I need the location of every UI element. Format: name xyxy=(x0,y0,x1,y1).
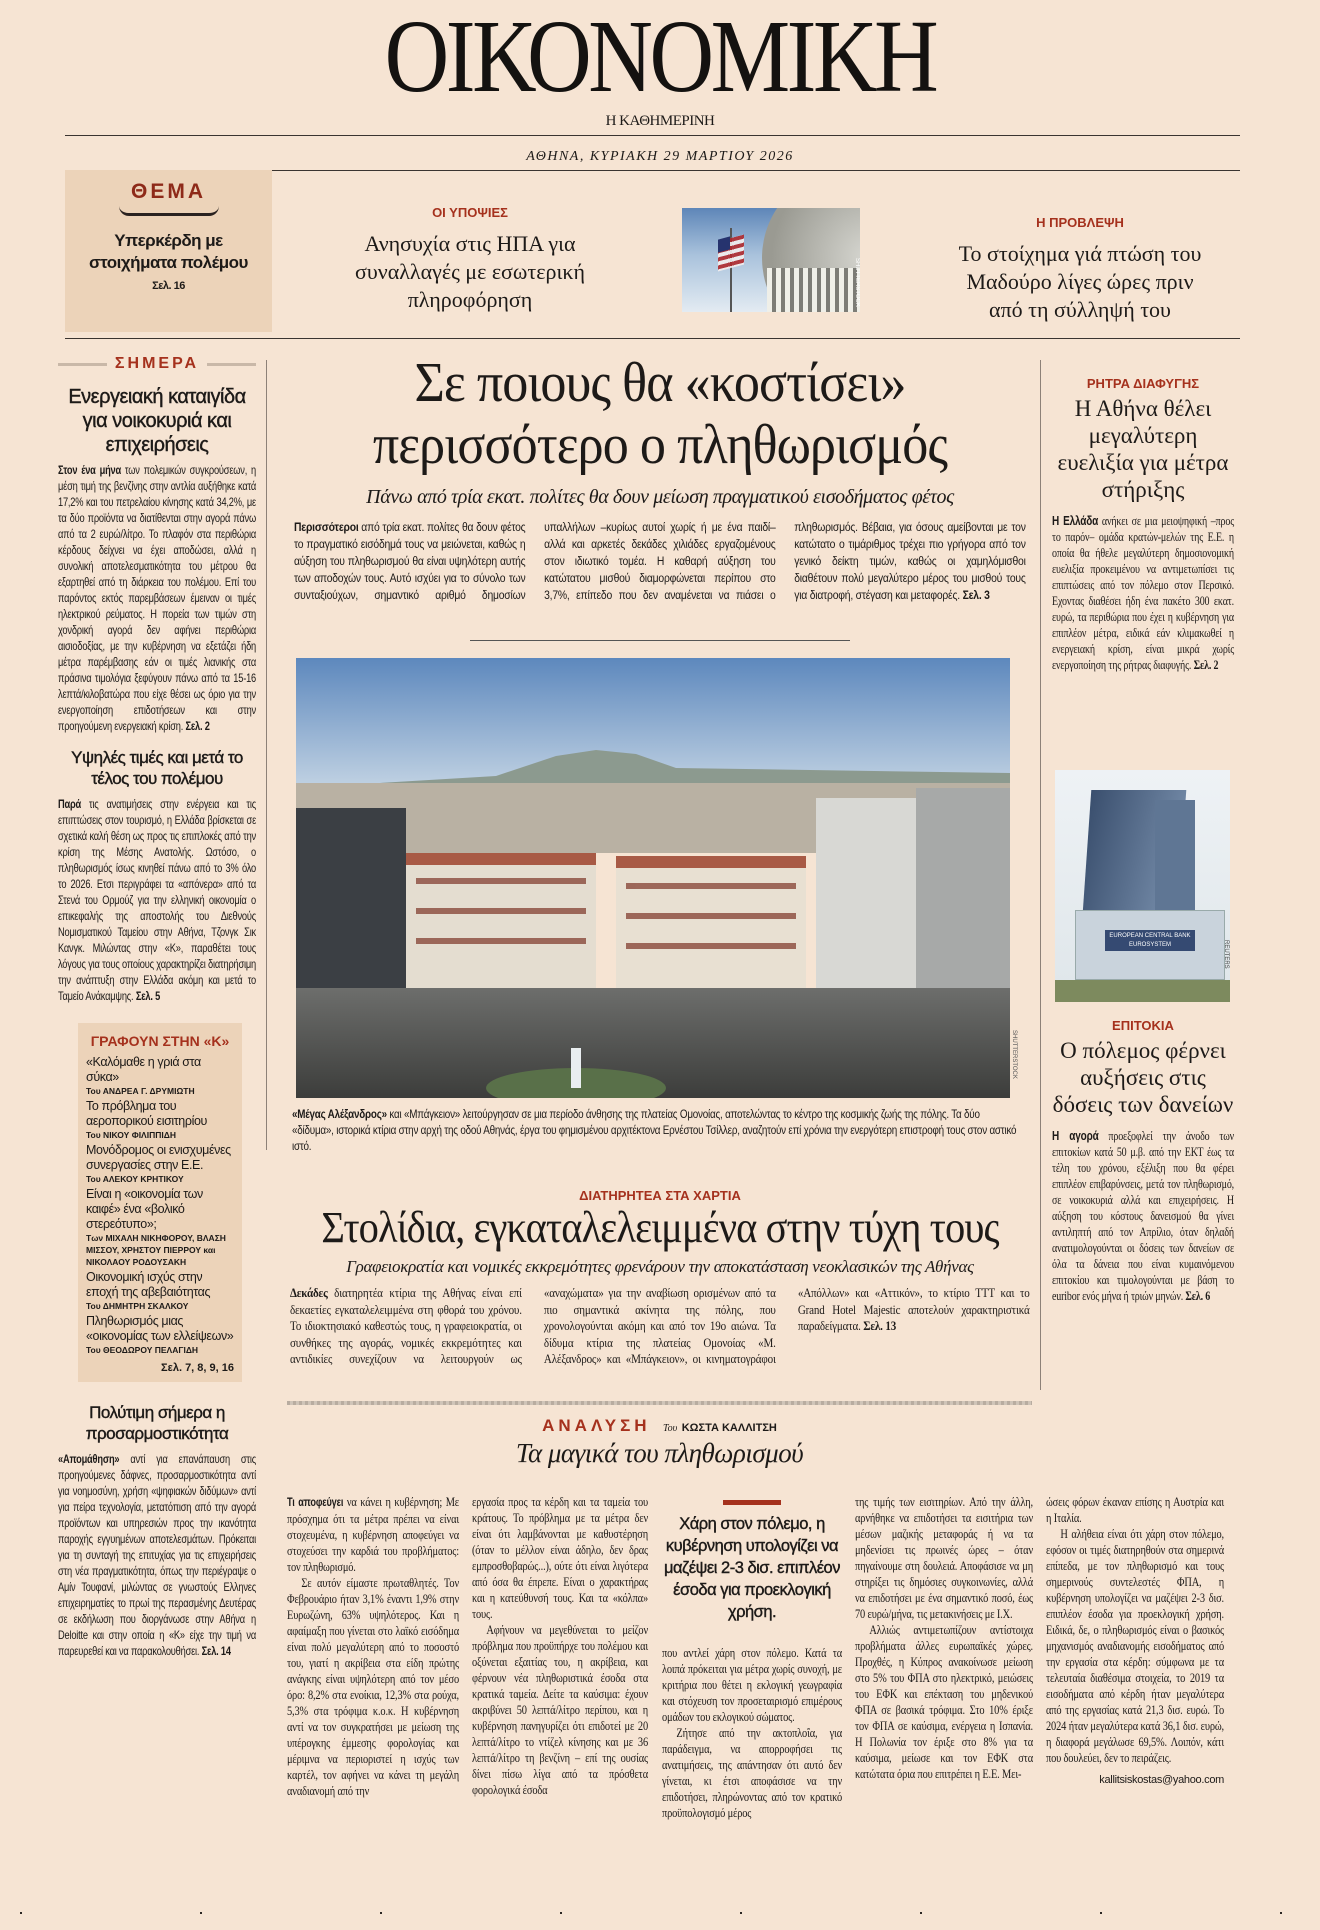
paragraph: Αφήνουν να μεγεθύνεται το μείζον πρόβλημα που προϋπήρχε του πολέμου και οξύνεται εξαιτίας του, η ακρίβεια, και φέρνουν νέα πληθωριστικά έσοδα στα κρατικά ταμεία. Δείτε τα καύσιμα: έχουν ακριβύνει 50 λεπτά/λίτρο περίπου, και η κυβέρνηση πανηγυρίζει ότι επιδοτεί με 20 λεπτά/λίτρο το ντίζελ κίνησης και με 36 λεπτά/λίτρο τη βενζίνη – επί της ουσίας δίνει πίσω λίγα από τα πρόσθετα φορολογικά έσοδα xyxy=(472,1622,648,1797)
photo-caption xyxy=(292,1107,1020,1155)
analysis-col-1 xyxy=(287,1494,459,1799)
analysis-divider xyxy=(287,1401,1032,1405)
article-adaptability[interactable] xyxy=(58,1402,256,1660)
writer-author: Του ΘΕΟΔΩΡΟΥ ΠΕΛΑΓΙΔΗ xyxy=(86,1345,199,1355)
page-ref: Σελ. 3 xyxy=(962,588,990,602)
author-email[interactable]: kallitsiskostas@yahoo.com xyxy=(1099,1774,1224,1786)
article-body xyxy=(58,1452,256,1660)
byline: ΚΩΣΤΑ ΚΑΛΛΙΤΣΗ xyxy=(681,1422,777,1434)
feature-deck: Γραφειοκρατία και νομικές εκκρεμότητες φρενάρουν την αποκατάσταση νεοκλασικών της Αθήνας xyxy=(346,1257,974,1276)
photo-credit: SHUTTERSTOCK xyxy=(1011,1030,1017,1079)
today-section-label: ΣΗΜΕΡΑ xyxy=(114,355,200,372)
feature-title: Στολίδια, εγκαταλελειμμένα στην τύχη τους xyxy=(321,1203,999,1252)
writers-box-ref: Σελ. 7, 8, 9, 16 xyxy=(161,1362,234,1374)
article-text: των πολεμικών συγκρούσεων, η μέση τιμή της βενζίνης στην αντλία αυξήθηκε κατά 17,2% και του πετρελαίου κίνησης κατά 34,2%, με τα δύο προϊόντα να διατίθενται στην αγορά πάνω από τα 2 ευρώ/λίτρο. Το πλαφόν στα περιθώρια κέρδους δείχνει να έχει αποδώσει, αλλά η συνολική αποτελεσματικότητα του μέτρου θα εξαρτηθεί από τη διάρκεια του πολέμου. Επί του παρόντος εκτός παρεμβάσεων έμειναν οι τιμές ηλεκτρικού ρεύματος. Η πορεία των τιμών στη χονδρική αγορά δεν αφήνει περιθώρια αισιοδοξίας, με την κυβέρνηση να εξετάζει ήδη μέτρα παρέμβασης εάν οι τιμές λιανικής στα πράσινα τιμολόγια ξεφύγουν πάνω από τα 15-16 λεπτά/κιλοβατώρα που είχε θέσει ως όριο για την ενεργοποίηση επιδοτήσεων και στην προηγούμενη ενεργειακή κρίση. xyxy=(58,464,256,733)
byline-prefix: Του xyxy=(663,1423,678,1434)
feature-kicker: ΔΙΑΤΗΡΗΤΕΑ ΣΤΑ ΧΑΡΤΙΑ xyxy=(579,1188,741,1203)
article-text: από τρία εκατ. πολίτες θα δουν φέτος το πραγματικό εισόδημά τους να μειώνεται, καθώς η αύξηση του πληθωρισμού θα είναι υψηλότερη αυτής των αποδοχών τους. Αυτό ισχύει για το σύνολο των συνταξιούχων, σημαντικό αριθμό δημοσίων υπαλλήλων –κυρίως αυτοί χωρίς ή με ένα παιδί– αλλά και αρκετές δεκάδες χιλιάδες εργαζομένους στον ιδιωτικό τομέα. Η καθαρή αύξηση του κατώτατου μισθού διαμορφώνεται περίπου στο 3,7%, επίπεδο που δεν αναμένεται να πιάσει ο πληθωρισμός. Βέβαια, για όσους αμείβονται με τον κατώτατο ο τιμάριθμος τρέχει πιο γρήγορα από τον γενικό δείκτη τιμών, καθώς οι χαμηλόμισθοι διαθέτουν πολύ μεγαλύτερο μέρος του μισθού τους για διατροφή, στέγαση και μεταφορές. xyxy=(294,520,1026,602)
feature-article[interactable] xyxy=(290,1188,1030,1368)
teaser-insider-trading[interactable] xyxy=(300,205,640,314)
article-energy-storm[interactable] xyxy=(58,385,256,735)
writer-headline[interactable]: Οικονομική ισχύς στην εποχή της αβεβαιότητας xyxy=(86,1270,211,1299)
article-interest-rates[interactable] xyxy=(1052,1018,1234,1304)
writer-headline[interactable]: Πληθωρισμός μιας «οικονομίας των ελλείψεων» xyxy=(86,1314,234,1343)
paragraph: Αλλιώς αντιμετωπίζουν αντίστοιχα προβλήματα άλλες ευρωπαϊκές χώρες. Προχθές, η Κύπρος ανακοίνωσε μείωση στο 5% του ΦΠΑ στο ηλεκτρικό, μειώσεις του ΕΦΚ και επέκταση του μηδενικού ΦΠΑ σε βασικά τρόφιμα. Στο 10% έριξε τον ΦΠΑ σε καύσιμα, ενέργεια η Ισπανία. Η Πολωνία τον έριξε στο 8% για τα καύσιμα, μείωσε και τον ΕΦΚ στα κατώτατα όρια που επιτρέπει η Ε.Ε. Μει- xyxy=(855,1622,1033,1781)
teaser-maduro-bet[interactable] xyxy=(920,215,1240,324)
analysis-kicker: ΑΝΑΛΥΣΗ xyxy=(542,1416,651,1435)
masthead-publisher: Η ΚΑΘΗΜΕΡΙΝΗ xyxy=(605,113,715,129)
teaser-kicker: ΟΙ ΥΠΟΨΙΕΣ xyxy=(432,205,508,220)
article-text: τις ανατιμήσεις στην ενέργεια και τις επιπτώσεις στον τουρισμό, η Ελλάδα βρίσκεται σε σχετικά καλή θέση ως προς τις επιπλοκές από την κρίση της Μέσης Ανατολής. Ωστόσο, ο πληθωρισμός ίσως κινηθεί πάνω από το 3% όλο το 2026. Ετσι περιγράφει τα «απόνερα» από τα Στενά του Ορμούζ για την ελληνική οικονομία ο επικεφαλής της αποστολής του Διεθνούς Νομισματικού Ταμείου στην Αθήνα, Τζονγκ Σικ Κανγκ. Μιλώντας στην «Κ», παραθέτει τους λόγους για τους οποίους χαρακτηρίζει διατηρήσιμη την ανάπτυξη στην Ελλάδα ακόμη και μετά το Ταμείο Ανάκαμψης. xyxy=(58,798,256,1003)
article-kicker: ΡΗΤΡΑ ΔΙΑΦΥΓΗΣ xyxy=(1086,376,1200,391)
ecb-sign-subtext: EUROSYSTEM xyxy=(1128,942,1171,948)
article-body xyxy=(58,463,256,735)
analysis-col-5 xyxy=(1046,1494,1224,1786)
omonia-square-photo xyxy=(296,658,1010,1098)
ecb-building-photo xyxy=(1055,770,1230,1002)
page-ref: Σελ. 13 xyxy=(863,1318,897,1333)
article-body xyxy=(1052,513,1234,673)
lead-story[interactable] xyxy=(290,352,1030,604)
ecb-sign-text: EUROPEAN CENTRAL BANK xyxy=(1109,933,1191,939)
article-kicker: ΕΠΙΤΟΚΙΑ xyxy=(1112,1018,1174,1033)
building-bageion xyxy=(616,863,806,993)
building-megas-alexandros xyxy=(406,858,596,988)
pull-quote-text: Χάρη στον πόλεμο, η κυβέρνηση υπολογίζει να μαζέψει 2-3 δισ. επιπλέον έσοδα για προεκλογική χρήση. xyxy=(663,1515,840,1621)
article-body xyxy=(58,797,256,1005)
left-dark-building xyxy=(296,808,406,1008)
article-title: Ο πόλεμος φέρνει αυξήσεις στις δόσεις των δανείων xyxy=(1052,1038,1234,1117)
article-lead: Η Ελλάδα xyxy=(1052,514,1099,528)
writer-author: Του ΝΙΚΟΥ ΦΙΛΙΠΠΙΔΗ xyxy=(86,1130,176,1140)
writer-headline[interactable]: Μονόδρομος οι ενισχυμένες συνεργασίες στην Ε.Ε. xyxy=(86,1143,231,1172)
article-text: προεξοφλεί την άνοδο των επιτοκίων κατά 50 μ.β. από την ΕΚΤ έως τα τέλη του χρόνου, εξέλιξη που θα φέρει επιπλέον επιβαρύνσεις, μετά τον πληθωρισμό, σε νοικοκυριά αλλά και επιχειρήσεις. Η αύξηση του κόστους δανεισμού θα γίνει αντιληπτή από τον Απρίλιο, όταν δηλαδή ανατιμολογούνται οι δόσεις των δανείων σε όλα τα δάνεια που είναι κυμαινόμενου επιτοκίου και τιμολογούνται με βάση το euribor ενός μήνα ή τριών μηνών. xyxy=(1052,1129,1234,1303)
analysis-title: Τα μαγικά του πληθωρισμού xyxy=(515,1438,804,1468)
page-ref: Σελ. 2 xyxy=(1193,658,1219,672)
theme-title: Υπερκέρδη με στοιχήματα πολέμου xyxy=(89,231,248,272)
theme-ref: Σελ. 16 xyxy=(152,280,185,292)
analysis-col-3 xyxy=(662,1645,842,1821)
article-body xyxy=(1052,1128,1234,1304)
caption-lead: «Μέγας Αλέξανδρος» xyxy=(292,1108,387,1121)
article-title: Η Αθήνα θέλει μεγαλύτερη ευελιξία για μέτρα στήριξης xyxy=(1057,396,1229,502)
article-title: Ενεργειακή καταιγίδα για νοικοκυριά και επιχειρήσεις xyxy=(68,386,246,456)
writer-headline[interactable]: Είναι η «οικονομία των καιφέ» ένα «βολικό στερεότυπο»; xyxy=(86,1187,203,1231)
paragraph: Η αλήθεια είναι ότι χάρη στον πόλεμο, εφόσον οι τιμές διατηρηθούν στα σημερινά επίπεδα, με τον πληθωρισμό και τους σημερινούς συντελεστές ΦΠΑ, η κυβέρνηση υπολογίζει να μαζέψει 2-3 δισ. επιπλέον έσοδα για προεκλογική χρήση. Ειδικά, δε, ο πληθωρισμός είναι ο βασικός μηχανισμός αναδιανομής εισοδήματος από την εργασία στα κέρδη: σύμφωνα με τα τελευταία διαθέσιμα στοιχεία, το 2019 τα εισοδήματα από κέρδη ήταν μεγαλύτερα από της εργασίας κατά 21,3 δισ. ευρώ. Το 2024 ήταν μεγαλύτερα κατά 36,1 δισ. ευρώ, η διαφορά μεγάλωσε 69,5%. Λοιπόν, κάτι που δουλεύει, δεν το πειράζεις. xyxy=(1046,1526,1224,1765)
article-text: αντί για επανάπαυση στις προηγούμενες δάφνες, προσαρμοστικότητα αντί για νοημοσύνη, χρήση «ψηφιακών διδύμων» αντί για πείρα τεχνολογία, μετατόπιση από την αγορά προϊόντων και υπηρεσιών προς την ικανότητα παροχής εγγυημένων αποτελεσμάτων. Πρόκειται για τη συνταγή της επιτυχίας για τις επιχειρήσεις στη νέα πραγματικότητα, όπως την περιέγραψε ο Αμίν Τουφανί, μιλώντας σε γνωστούς Ελληνες επιχειρηματίες το πρωί της περασμένης Δευτέρας σε εκδήλωση που διοργάνωσε στην Αθήνα η Deloitte και στην οποία η «Κ» είχε την τιμή να παρευρεθεί και να παρακολουθήσει. xyxy=(58,1453,257,1658)
lead-rule xyxy=(470,640,850,641)
masthead-rule-top xyxy=(65,135,1240,136)
left-column xyxy=(58,355,256,1660)
article-lead: Στον ένα μήνα xyxy=(58,464,122,477)
page-ref: Σελ. 6 xyxy=(1185,1289,1211,1303)
writers-box[interactable] xyxy=(78,1023,242,1382)
lead-deck: Πάνω από τρία εκατ. πολίτες θα δουν μείωση πραγματικού εισοδήματος φέτος xyxy=(366,486,954,508)
right-modern-building xyxy=(816,798,916,998)
page-ref: Σελ. 14 xyxy=(201,1645,231,1658)
lead-headline xyxy=(316,352,1004,476)
writer-headline[interactable]: Το πρόβλημα του αεροπορικού εισιτηρίου xyxy=(86,1099,207,1128)
writers-box-title: ΓΡΑΦΟΥΝ ΣΤΗΝ «Κ» xyxy=(90,1033,230,1049)
article-text: διατηρητέα κτίρια της Αθήνας είναι επί δεκαετίες εγκαταλελειμμένα στη φθορά του χρόνου. Το ιδιοκτησιακό καθεστώς τους, η γραφειοκρατία, οι συνθήκες της αγοράς, νομικές εκκρεμότητες και αντιδικίες συνεχίζουν να λειτουργούν ως «αναχώματα» για την αναβίωση ορισμένων από τα πιο σημαντικά ακίνητα της πόλης, που χρονολογούνται ακόμη και από τον 19ο αιώνα. Τα δίδυμα κτίρια της πλατείας Ομονοίας «Μ. Αλέξανδρος» και «Μπάγκειον», οι κινηματογράφοι «Απόλλων» και «Αττικόν», το κτίριο ΤΤΤ και το Grand Hotel Majestic αποτελούν χαρακτηριστικά παραδείγματα. xyxy=(290,1285,1030,1366)
article-lead: Η αγορά xyxy=(1052,1129,1099,1143)
article-lead: Παρά xyxy=(58,798,82,811)
article-lead: Δεκάδες xyxy=(290,1285,328,1300)
article-lead: «Απομάθηση» xyxy=(58,1453,120,1466)
caption-text: και «Μπάγκειον» λειτούργησαν σε μια περίοδο άνθησης της πλατείας Ομονοίας, αποτελώντας το κέντρο της κοσμικής ζωής της πόλης. Τα δύο «δίδυμα», ιστορικά κτίρια στην αρχή της οδού Αθηνάς, έργα του φημισμένου αρχιτέκτονα Ερνέστου Τσίλλερ, αναζητούν επί χρόνια την ενεργότερη επιστροφή τους στον αστικό ιστό. xyxy=(292,1108,1017,1153)
pull-quote xyxy=(662,1500,842,1623)
page-ref: Σελ. 2 xyxy=(185,720,210,733)
teaser-kicker: Η ΠΡΟΒΛΕΨΗ xyxy=(1036,215,1124,230)
analysis-col-2 xyxy=(472,1494,648,1798)
paragraph: που αντλεί χάρη στον πόλεμο. Κατά τα λοιπά πρόκειται για μέτρα χωρίς συνοχή, με κριτήρια που θέτει η εκλογική γεωγραφία και στόχευση τον προσεταιρισμό επιμέρους ομάδων του εκλογικού σώματος. xyxy=(662,1645,842,1724)
article-text: ανήκει σε μια μειοψηφική –προς το παρόν– ομάδα κρατών-μελών της Ε.Ε. η οποία θα ήθελε μεγαλύτερη δημοσιονομική ευελιξία προκειμένου να αντιμετωπίσει τις επιπτώσεις από τον πόλεμο στον Περσικό. Εχοντας διαθέσει ήδη ένα πακέτο 300 εκατ. ευρώ, τα περιθώρια που έχει η κυβέρνηση για επιπλέον μέτρα, ειδικά εάν κλιμακωθεί η ενεργειακή κρίση, είναι μικρά χωρίς ενεργοποίηση της ρήτρας διαφυγής. xyxy=(1052,514,1234,672)
right-column-divider xyxy=(1040,360,1041,1390)
analysis-col-4 xyxy=(855,1494,1033,1782)
pull-quote-bar xyxy=(723,1500,781,1505)
writer-headline[interactable]: «Καλόμαθε η γριά στα σύκα» xyxy=(86,1055,201,1084)
paragraph: εργασία προς τα κέρδη και τα ταμεία του κράτους. Το πρόβλημα με τα μέτρα δεν είναι ότι λαμβάνονται με καθυστέρηση (όταν το μέλλον είναι άδηλο, δεν δρας εμπροσθοβαρώς...), ούτε ότι είναι λιγότερα από όσα θα έπρεπε. Είναι ο χαρακτήρας και η κατεύθυνσή τους. Και τα «κόλπα» τους. xyxy=(472,1494,648,1621)
lead-body xyxy=(294,519,1026,604)
writer-author: Του ΔΗΜΗΤΡΗ ΣΚΑΛΚΟΥ xyxy=(86,1301,189,1311)
brace-ornament-icon xyxy=(119,206,219,216)
teaser-title: Το στοίχημα γιά πτώση του Μαδούρο λίγες ώρες πριν από τη σύλληψή του xyxy=(958,241,1202,322)
article-lead: Τι αποφεύγει xyxy=(287,1497,344,1509)
feature-body xyxy=(290,1285,1030,1368)
teaser-title: Ανησυχία στις ΗΠΑ για συναλλαγές με εσωτερική πληροφόρηση xyxy=(355,231,585,312)
photo-credit: SHUTTERSTOCK xyxy=(854,258,860,307)
page-ref: Σελ. 5 xyxy=(135,990,161,1003)
analysis-header[interactable] xyxy=(287,1416,1032,1469)
paragraph: ώσεις φόρων έκαναν επίσης η Αυστρία και η Ιταλία. xyxy=(1046,1494,1224,1525)
writer-author: Του ΑΝΔΡΕΑ Γ. ΔΡΥΜΙΩΤΗ xyxy=(86,1086,195,1096)
writers-list xyxy=(86,1055,234,1356)
writer-author: Των ΜΙΧΑΛΗ ΝΙΚΗΦΟΡΟΥ, ΒΛΑΣΗ ΜΙΣΣΟΥ, ΧΡΗΣΤΟΥ ΠΙΕΡΡΟΥ και ΝΙΚΟΛΑΟΥ ΡΟΔΟΥΣΑΚΗ xyxy=(86,1233,226,1267)
article-title: Πολύτιμη σήμερα η προσαρμοστικότητα xyxy=(85,1403,229,1443)
left-column-divider xyxy=(266,360,267,1150)
photo-credit: REUTERS xyxy=(1223,940,1229,969)
theme-box[interactable] xyxy=(65,170,272,332)
paragraph: Ζήτησε από την ακτοπλοΐα, για παράδειγμα, να απορροφήσει τις ανατιμήσεις, της απάντησαν ότι αυτό δεν γίνεται, κι έτσι αποφάσισε να την επιδοτήσει, πληρώνοντας από τον κρατικό προϋπολογισμό μέρος xyxy=(662,1725,842,1820)
paragraph: Σε αυτόν είμαστε πρωταθλητές. Τον Φεβρουάριο ήταν 3,1% έναντι 1,9% στην Ευρωζώνη, 63% υψηλότερος. Και η αφαίμαξη που γίνεται στο λαϊκό εισόδημα είναι πολύ μεγαλύτερη από το ποσοστό του, γιατί η ακρίβεια στα είδη πρώτης ανάγκης είναι υψηλότερη από τον μέσο όρο: 8,2% στα ενοίκια, 12,3% στα ρούχα, 5,3% στα τρόφιμα κ.ο.κ. Η κυβέρνηση αντί να τον συγκρατήσει με μείωση της υπέρογκης έμμεσης φορολογίας και μέριμνα να περιοριστεί η ισχύς των καρτέλ, τον αφήνει να κάνει τη μεγάλη αναδιανομή από την xyxy=(287,1575,459,1798)
article-title: Υψηλές τιμές και μετά το τέλος του πολέμου xyxy=(71,748,243,788)
article-escape-clause[interactable] xyxy=(1052,376,1234,673)
article-lead: Περισσότεροι xyxy=(294,520,359,534)
capitol-flag-photo xyxy=(682,208,860,312)
bottom-edge-marks xyxy=(20,1912,1300,1914)
masthead-title: ΟΙΚΟΝΟΜΙΚΗ xyxy=(384,0,936,114)
dateline: ΑΘΗΝΑ, ΚΥΡΙΑΚΗ 29 ΜΑΡΤΙΟΥ 2026 xyxy=(526,149,794,164)
article-high-prices[interactable] xyxy=(58,747,256,1005)
lead-headline-line: περισσότερο ο πληθωρισμός xyxy=(372,414,948,476)
paragraph: να κάνει η κυβέρνηση; Με πρόσχημα ότι τα μέτρα πρέπει να είναι στοχευμένα, η κυβέρνηση αποφεύγει να στοχεύσει την καρδιά του προβλήματος: τον πληθωρισμό. xyxy=(287,1494,459,1574)
theme-kicker: ΘΕΜΑ xyxy=(131,180,206,203)
writer-author: Του ΑΛΕΚΟΥ ΚΡΗΤΙΚΟΥ xyxy=(86,1174,184,1184)
ecb-sign xyxy=(1105,930,1195,951)
lead-headline-line: Σε ποιους θα «κοστίσει» xyxy=(414,352,906,414)
top-row-rule xyxy=(65,338,1240,339)
paragraph: της τιμής των εισιτηρίων. Από την άλλη, αρνήθηκε να επιδοτήσει τα εισιτήρια των μέσων μαζικής μεταφοράς ή να τα μηδενίσει τις πρωινές ώρες – όταν πηγαίνουμε στη δουλειά. Αποφάσισε να μη στηρίξει τις δημόσιες συγκοινωνίες, αλλά να επιδοτήσει με ένα σημαντικό ποσό, έως 70 ευρώ/μήνα, τις μετακινήσεις με Ι.Χ. xyxy=(855,1494,1033,1621)
